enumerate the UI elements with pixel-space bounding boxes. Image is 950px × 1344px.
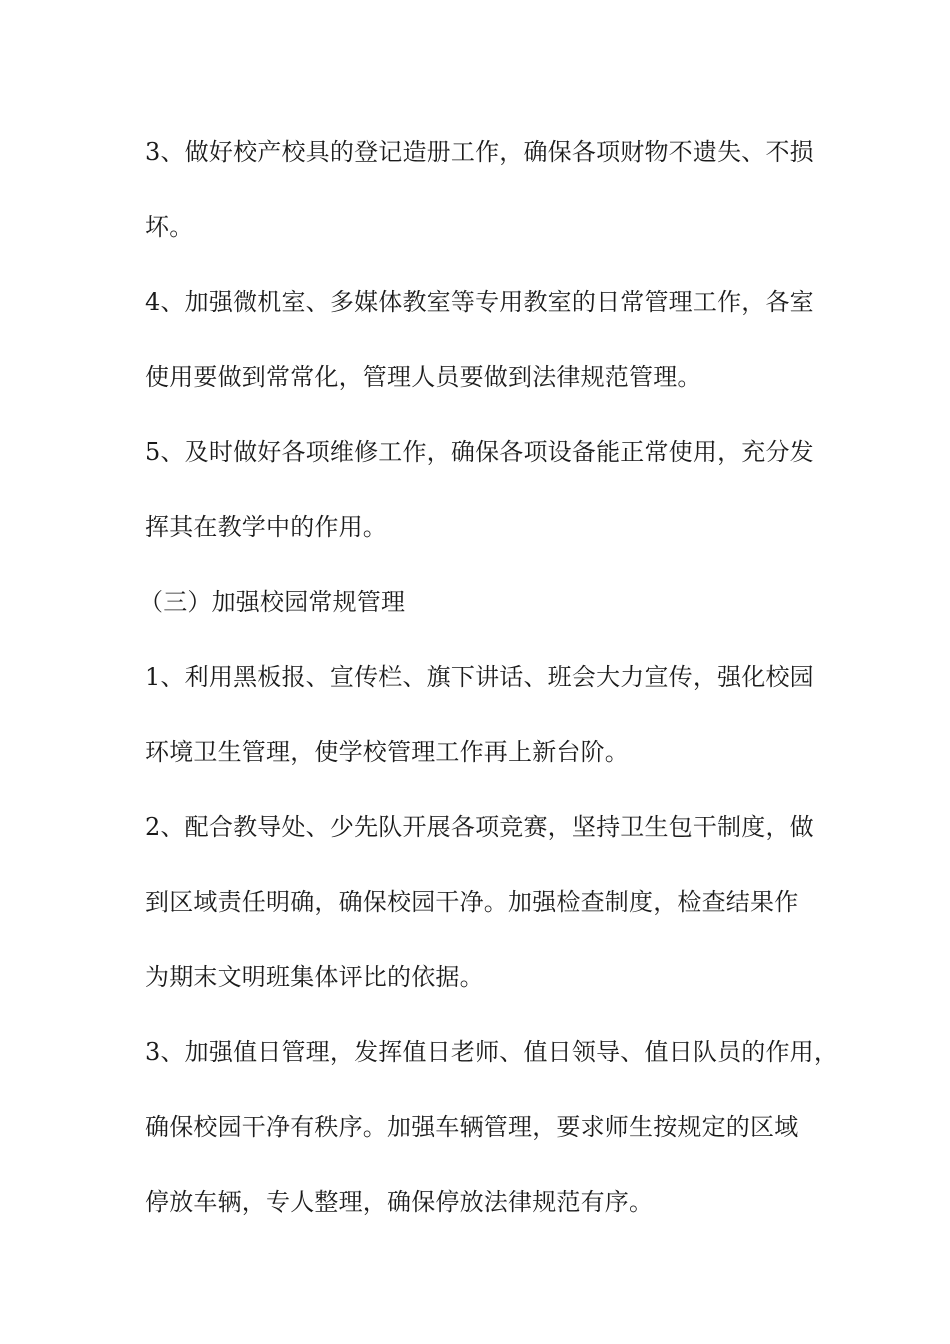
text-line-section-item-3-end: 停放车辆，专人整理，确保停放法律规范有序。 [145, 1188, 654, 1216]
text-line-section-item-2-mid: 到区域责任明确，确保校园干净。加强检查制度，检查结果作 [145, 888, 799, 916]
text-line-section-item-1-end: 环境卫生管理，使学校管理工作再上新台阶。 [145, 738, 629, 766]
text-line-section-item-2-end: 为期末文明班集体评比的依据。 [145, 963, 484, 991]
text-line-item-4-start: 4、加强微机室、多媒体教室等专用教室的日常管理工作，各室 [145, 288, 814, 316]
text-line-item-4-end: 使用要做到常常化，管理人员要做到法律规范管理。 [145, 363, 702, 391]
section-heading: （三）加强校园常规管理 [139, 588, 406, 616]
text-line-item-3-start: 3、做好校产校具的登记造册工作，确保各项财物不遗失、不损 [145, 138, 814, 166]
text-line-item-5-start: 5、及时做好各项维修工作，确保各项设备能正常使用，充分发 [145, 438, 814, 466]
text-line-section-item-2-start: 2、配合教导处、少先队开展各项竞赛，坚持卫生包干制度，做 [145, 813, 814, 841]
text-line-item-5-end: 挥其在教学中的作用。 [145, 513, 387, 541]
text-line-section-item-3-mid: 确保校园干净有秩序。加强车辆管理，要求师生按规定的区域 [145, 1113, 799, 1141]
text-line-section-item-1-start: 1、利用黑板报、宣传栏、旗下讲话、班会大力宣传，强化校园 [145, 663, 814, 691]
text-line-section-item-3-start: 3、加强值日管理，发挥值日老师、值日领导、值日队员的作用， [145, 1038, 839, 1066]
text-line-item-3-end: 坏。 [145, 213, 194, 241]
